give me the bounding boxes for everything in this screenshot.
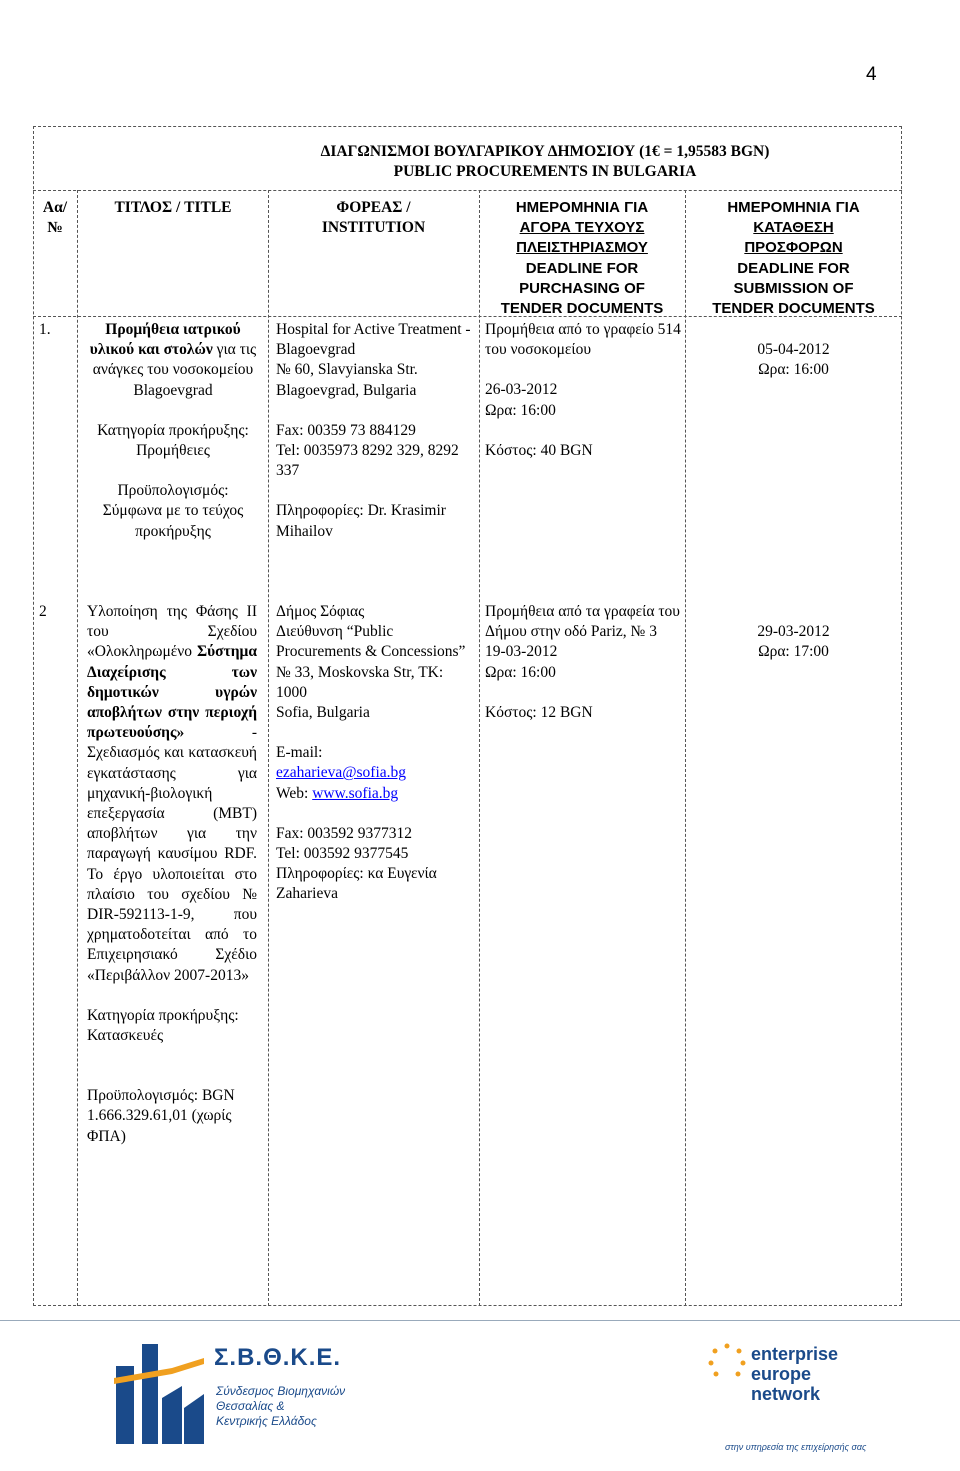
row2-institution-fax: Fax: 003592 9377312 <box>276 824 413 842</box>
row1-title <box>87 320 259 542</box>
row1-title-bold: Προμήθεια ιατρικού υλικού και στολών <box>89 321 241 359</box>
row1-category-value: Προμήθειες <box>136 442 210 460</box>
row1-budget-value: Σύμφωνα με το τεύχος προκήρυξης <box>102 502 244 540</box>
col-divider-2 <box>268 190 269 1306</box>
header-institution-line2: INSTITUTION <box>321 219 426 237</box>
row2-number: 2 <box>39 603 47 620</box>
row2-title-bold: Σύστημα Διαχείρισης των δημοτικών υγρών αποβλήτων στην περιοχή πρωτευούσης» <box>87 643 257 742</box>
caption-line-2: PUBLIC PROCUREMENTS IN BULGARIA <box>393 163 697 180</box>
een-logo-text <box>751 1344 838 1404</box>
header-no-line1: Αα/ <box>42 199 68 216</box>
een-logo <box>705 1340 865 1460</box>
row2-purchase-time: Ωρα: 16:00 <box>485 663 556 681</box>
row2-institution-address: № 33, Moskovska Str, TK: 1000 <box>276 663 444 701</box>
header-submission-deadline <box>685 198 902 319</box>
row2-web-link[interactable]: www.sofia.bg <box>312 784 399 802</box>
header-submission-en1: DEADLINE FOR <box>737 259 850 277</box>
row1-purchase-cost: Κόστος: 40 BGN <box>485 441 593 459</box>
row1-institution-tel: Tel: 0035973 8292 329, 8292 337 <box>276 442 459 480</box>
header-purchase-en2: PURCHASING OF <box>519 279 645 297</box>
een-line2: europe <box>751 1364 812 1384</box>
row2-title <box>87 602 257 1147</box>
row2-institution-city: Sofia, Bulgaria <box>276 704 370 722</box>
header-submission-gr3: ΠΡΟΣΦΟΡΩΝ <box>744 239 843 257</box>
row1-purchase-time: Ωρα: 16:00 <box>485 401 556 419</box>
row2-title-part2: - Σχεδιασμός και κατασκευή εγκατάστασης για μηχανική-βιολογική επεξεργασία (MBT) αποβλήτων για την παραγωγή καυσίμου RDF. Το έργο υλοποιείται στο πλαίσιο του σχεδίου № DIR-592113-1-9, που χρηματοδοτείται από το Επιχειρησιακό Σχέδιο «Περιβάλλον 2007-2013» <box>87 724 257 984</box>
row2-submission-time: Ωρα: 17:00 <box>758 643 829 661</box>
row2-category-value: Κατασκευές <box>87 1027 164 1045</box>
row2-institution-tel: Tel: 003592 9377545 <box>276 845 409 863</box>
row1-purchase-date: 26-03-2012 <box>485 381 558 399</box>
row2-email-label: E-mail: <box>276 744 323 762</box>
header-institution-line1: ΦΟΡΕΑΣ / <box>336 199 411 216</box>
row1-institution-city: Blagoevgrad, Bulgaria <box>276 381 417 399</box>
col-divider-3 <box>479 190 480 1306</box>
header-submission-en2: SUBMISSION OF <box>733 279 854 297</box>
row1-number: 1. <box>39 321 51 338</box>
row2-budget-value: 1.666.329.61,01 (χωρίς ΦΠΑ) <box>87 1107 232 1145</box>
header-purchase-deadline <box>479 198 685 319</box>
row1-title-rest: για τις ανάγκες του νοσοκομείου Blagoevgrad <box>92 341 257 399</box>
row2-purchase-cost: Κόστος: 12 BGN <box>485 703 593 721</box>
row1-submission-time: Ωρα: 16:00 <box>758 361 829 379</box>
row1-budget-label: Προϋπολογισμός: <box>117 482 229 500</box>
table-caption <box>33 142 902 182</box>
header-institution <box>268 198 479 238</box>
een-line1: enterprise <box>751 1344 839 1364</box>
row2-category-label: Κατηγορία προκήρυξης: <box>87 1006 239 1024</box>
header-purchase-gr2: ΑΓΟΡΑ ΤΕΥΧΟΥΣ <box>519 219 645 237</box>
een-line3: network <box>751 1384 821 1404</box>
sbtke-sub2: Θεσσαλίας & <box>216 1399 285 1413</box>
row2-email-link[interactable]: ezaharieva@sofia.bg <box>276 764 407 782</box>
header-no-line2: № <box>47 219 63 237</box>
header-purchase-en3: TENDER DOCUMENTS <box>500 300 664 318</box>
row1-purchase-place: Προμήθεια από το γραφείο 514 του νοσοκομείου <box>485 321 681 359</box>
row2-institution-name: Δήμος Σόφιας <box>276 603 365 620</box>
row1-institution-fax: Fax: 00359 73 884129 <box>276 421 416 439</box>
header-purchase-en1: DEADLINE FOR <box>525 259 639 277</box>
footer <box>0 1320 960 1471</box>
een-tagline: στην υπηρεσία της επιχείρησής σας <box>725 1442 867 1452</box>
header-top-rule <box>33 190 902 191</box>
sbtke-sub3: Κεντρικής Ελλάδος <box>216 1414 317 1428</box>
header-title: ΤΙΤΛΟΣ / TITLE <box>114 199 232 216</box>
row2-purchase <box>485 602 681 723</box>
row1-institution-address: № 60, Slavyianska Str. <box>276 361 418 379</box>
row2-institution <box>276 602 472 905</box>
row1-category-label: Κατηγορία προκήρυξης: <box>97 421 249 439</box>
procurements-table <box>33 126 902 1306</box>
row2-purchase-date: 19-03-2012 <box>485 643 558 661</box>
sbtke-logo <box>112 1338 372 1458</box>
sbtke-sub1: Σύνδεσμος Βιομηχανιών <box>216 1384 346 1398</box>
header-submission-en3: TENDER DOCUMENTS <box>712 300 875 318</box>
row2-institution-info: Πληροφορίες: κα Ευγενία Zaharieva <box>276 865 437 903</box>
row1-institution-name: Hospital for Active Treatment - Blagoevgrad <box>276 321 471 359</box>
factory-icon <box>112 1338 207 1446</box>
row1-institution-info: Πληροφορίες: Dr. Krasimir Mihailov <box>276 502 446 540</box>
row2-institution-dept: Διεύθυνση “Public Procurements & Concessions” <box>276 623 466 661</box>
row2-submission-date: 29-03-2012 <box>757 623 830 640</box>
col-divider-1 <box>77 190 78 1306</box>
row2-web-label: Web: <box>276 784 309 802</box>
stars-icon <box>707 1342 747 1382</box>
row2-purchase-place: Προμήθεια από τα γραφεία του Δήμου στην οδό Pariz, № 3 <box>485 603 680 641</box>
row1-submission-date: 05-04-2012 <box>757 341 830 358</box>
row1-purchase <box>485 320 681 461</box>
footer-rule <box>0 1320 960 1321</box>
caption-line-1: ΔΙΑΓΩΝΙΣΜΟΙ ΒΟΥΛΓΑΡΙΚΟΥ ΔΗΜΟΣΙΟΥ (1€ = 1,95583 BGN) <box>320 143 770 160</box>
page-number: 4 <box>866 64 877 85</box>
row2-title-part1: Υλοποίηση της Φάσης ΙΙ του Σχεδίου «Ολοκληρωμένο <box>87 603 257 661</box>
header-no <box>33 198 77 238</box>
header-purchase-gr1: ΗΜΕΡΟΜΗΝΙΑ ΓΙΑ <box>515 199 649 216</box>
header-purchase-gr3: ΠΛΕΙΣΤΗΡΙΑΣΜΟΥ <box>516 239 648 257</box>
row1-institution <box>276 320 472 542</box>
sbtke-logo-title: Σ.Β.Θ.Κ.Ε. <box>214 1344 342 1371</box>
row2-budget-label: Προϋπολογισμός: BGN <box>87 1087 235 1105</box>
header-submission-gr1: ΗΜΕΡΟΜΗΝΙΑ ΓΙΑ <box>727 199 860 216</box>
header-submission-gr2: ΚΑΤΑΘΕΣΗ <box>753 219 834 237</box>
row2-submission <box>685 622 902 662</box>
row1-submission <box>685 340 902 380</box>
sbtke-logo-subtitle <box>216 1384 345 1429</box>
